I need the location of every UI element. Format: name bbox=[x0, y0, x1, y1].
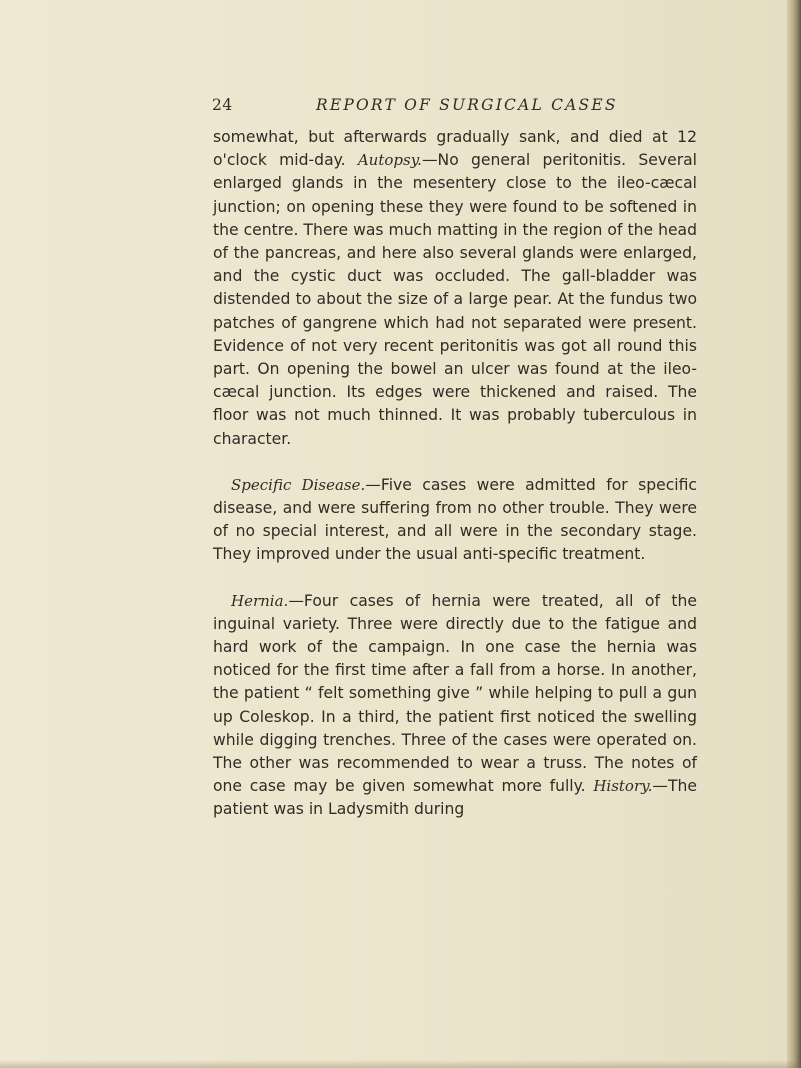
body-text bbox=[213, 126, 697, 822]
running-title: REPORT OF SURGICAL CASES bbox=[316, 96, 618, 114]
paragraph-lead-history: History. bbox=[593, 777, 653, 796]
paragraph-text-continued: —The patient was in Ladysmith during bbox=[213, 777, 697, 819]
paragraph-text: somewhat, but afterwards gradually sank, and died at 12 o'clock mid-day. bbox=[213, 128, 697, 170]
page-header bbox=[212, 96, 692, 120]
paragraph-lead-hernia: Hernia. bbox=[231, 591, 289, 610]
paragraph-autopsy bbox=[213, 126, 697, 451]
paragraph-lead-autopsy: Autopsy. bbox=[357, 151, 422, 170]
paragraph-text: —Five cases were admitted for specific disease, and were suffering from no other trouble. They were of no special interest, and all were in the secondary stage. They improved under the usual anti-specific treatment. bbox=[213, 475, 698, 564]
page-edge bbox=[787, 0, 801, 1068]
page-bottom-shadow bbox=[0, 1060, 801, 1068]
paragraph-gap bbox=[213, 567, 697, 590]
paragraph-text: —Four cases of hernia were treated, all of the inguinal variety. Three were directly due to the fatigue and hard work of the campaign. In one case the hernia was noticed for the first time after a fall from a horse. In another, the patient “ felt something give ” while helping to pull a gun up Coleskop. In a third, the patient first noticed the swelling while digging trenches. Three of the cases were operated on. The other was recommended to wear a truss. The notes of one case may be given somewhat more fully. bbox=[213, 591, 697, 796]
paragraph-hernia bbox=[213, 590, 697, 822]
paragraph-specific-disease bbox=[213, 474, 697, 567]
paragraph-lead-specific-disease: Specific Disease. bbox=[231, 475, 366, 494]
paragraph-text-continued: —No general peritonitis. Several enlarged glands in the mesentery close to the ileo-cæcal junction; on opening these they were found to be softened in the centre. There was much matting in the region of the head of the pancreas, and here also several glands were enlarged, and the cystic duct was occluded. The gall-bladder was distended to about the size of a large pear. At the fundus two patches of gangrene which had not separated were present. Evidence of not very recent peritonitis was got all round this part. On opening the bowel an ulcer was found at the ileo-cæcal junction. Its edges were thickened and raised. The floor was not much thinned. It was probably tuberculous in character. bbox=[213, 151, 698, 448]
page-number: 24 bbox=[212, 96, 233, 114]
paragraph-gap bbox=[213, 451, 697, 474]
